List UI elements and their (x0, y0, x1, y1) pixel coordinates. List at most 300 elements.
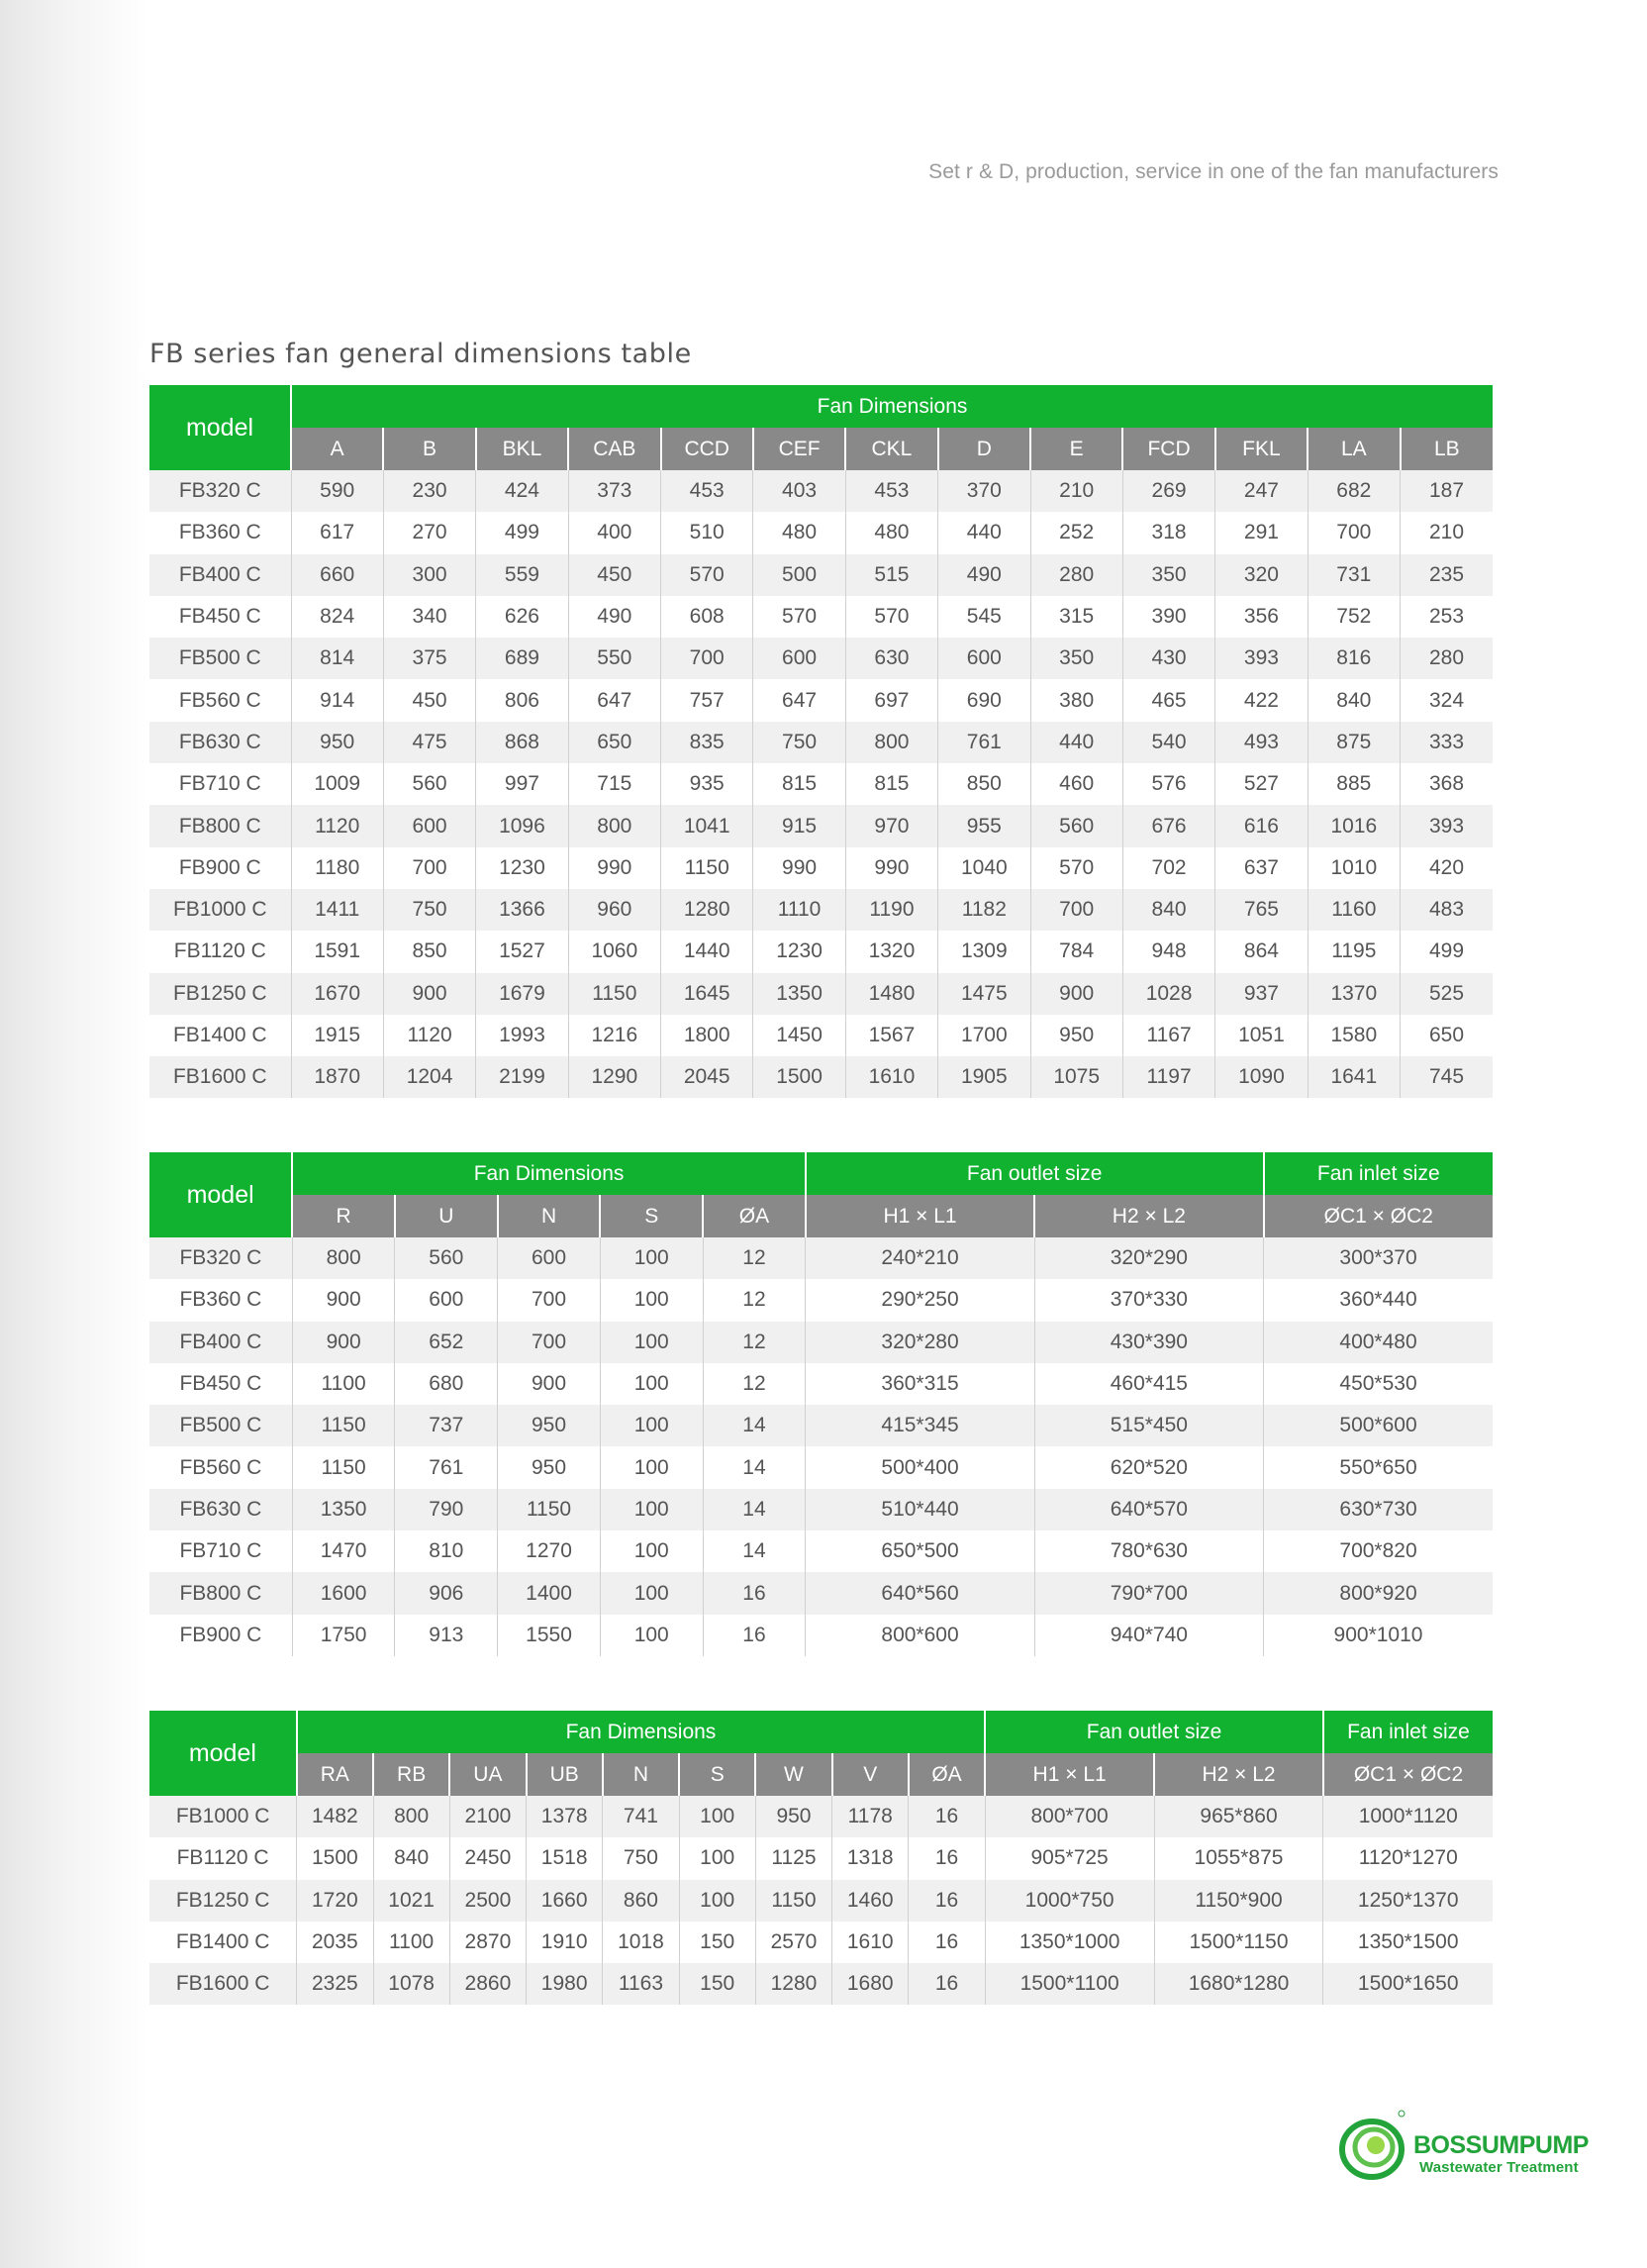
model-cell: FB360 C (149, 512, 291, 553)
value-cell: 885 (1308, 763, 1400, 805)
model-cell: FB800 C (149, 805, 291, 846)
model-cell: FB560 C (149, 1446, 292, 1488)
table-row (149, 554, 1493, 596)
column-header: RA (297, 1753, 373, 1796)
value-cell: 1993 (476, 1015, 568, 1056)
value-cell: 368 (1401, 763, 1494, 805)
value-cell: 2325 (297, 1963, 373, 2005)
value-cell: 1100 (373, 1922, 449, 1963)
value-cell: 1470 (292, 1530, 395, 1572)
value-cell: 1075 (1030, 1056, 1122, 1098)
value-cell: 630*730 (1264, 1489, 1493, 1530)
value-cell: 1700 (938, 1015, 1030, 1056)
table-row (149, 1615, 1493, 1656)
fan-dimensions-header: Fan Dimensions (297, 1711, 985, 1753)
value-cell: 527 (1215, 763, 1308, 805)
value-cell: 1000*1120 (1323, 1796, 1493, 1837)
value-cell: 815 (845, 763, 937, 805)
column-header: CAB (568, 428, 660, 470)
value-cell: 652 (395, 1322, 498, 1363)
value-cell: 16 (909, 1963, 985, 2005)
value-cell: 324 (1401, 679, 1494, 721)
value-cell: 1870 (291, 1056, 383, 1098)
value-cell: 14 (703, 1405, 806, 1446)
column-header: V (832, 1753, 909, 1796)
table-row (149, 1279, 1493, 1321)
value-cell: 1580 (1308, 1015, 1400, 1056)
value-cell: 270 (383, 512, 475, 553)
value-cell: 2100 (449, 1796, 526, 1837)
model-cell: FB900 C (149, 847, 291, 889)
column-header: B (383, 428, 475, 470)
table-row (149, 805, 1493, 846)
model-cell: FB1250 C (149, 1880, 297, 1922)
value-cell: 570 (661, 554, 753, 596)
model-cell: FB450 C (149, 1363, 292, 1405)
model-cell: FB630 C (149, 1489, 292, 1530)
table-row (149, 1363, 1493, 1405)
value-cell: 1905 (938, 1056, 1030, 1098)
value-cell: 390 (1122, 596, 1214, 638)
value-cell: 1163 (603, 1963, 679, 2005)
table-row (149, 638, 1493, 679)
value-cell: 1500*1100 (985, 1963, 1154, 2005)
value-cell: 480 (753, 512, 845, 553)
model-cell: FB710 C (149, 1530, 292, 1572)
dimensions-table-2 (149, 1152, 1493, 1656)
value-cell: 230 (383, 470, 475, 512)
value-cell: 868 (476, 722, 568, 763)
value-cell: 590 (291, 470, 383, 512)
table-row (149, 512, 1493, 553)
value-cell: 816 (1308, 638, 1400, 679)
value-cell: 1800 (661, 1015, 753, 1056)
value-cell: 1150 (292, 1446, 395, 1488)
column-header: CCD (661, 428, 753, 470)
value-cell: 800*920 (1264, 1572, 1493, 1614)
value-cell: 840 (1122, 889, 1214, 931)
table-row (149, 679, 1493, 721)
value-cell: 100 (600, 1363, 703, 1405)
value-cell: 100 (679, 1880, 755, 1922)
table-body (149, 1796, 1493, 2005)
value-cell: 950 (498, 1446, 601, 1488)
value-cell: 1230 (476, 847, 568, 889)
value-cell: 750 (753, 722, 845, 763)
value-cell: 499 (1401, 931, 1494, 972)
value-cell: 1475 (938, 973, 1030, 1015)
value-cell: 1060 (568, 931, 660, 972)
value-cell: 560 (1030, 805, 1122, 846)
value-cell: 100 (600, 1489, 703, 1530)
value-cell: 937 (1215, 973, 1308, 1015)
value-cell: 247 (1215, 470, 1308, 512)
column-header: RB (373, 1753, 449, 1796)
value-cell: 424 (476, 470, 568, 512)
value-cell: 150 (679, 1963, 755, 2005)
value-cell: 1041 (661, 805, 753, 846)
value-cell: 1010 (1308, 847, 1400, 889)
model-cell: FB450 C (149, 596, 291, 638)
value-cell: 1204 (383, 1056, 475, 1098)
value-cell: 906 (395, 1572, 498, 1614)
model-cell: FB1600 C (149, 1963, 297, 2005)
value-cell: 510 (661, 512, 753, 553)
value-cell: 350 (1030, 638, 1122, 679)
table-row (149, 1922, 1493, 1963)
table-row (149, 1572, 1493, 1614)
value-cell: 1411 (291, 889, 383, 931)
value-cell: 14 (703, 1530, 806, 1572)
value-cell: 824 (291, 596, 383, 638)
value-cell: 1216 (568, 1015, 660, 1056)
value-cell: 360*315 (806, 1363, 1034, 1405)
value-cell: 1610 (845, 1056, 937, 1098)
value-cell: 700 (1030, 889, 1122, 931)
value-cell: 320*290 (1034, 1237, 1263, 1279)
value-cell: 253 (1401, 596, 1494, 638)
value-cell: 240*210 (806, 1237, 1034, 1279)
value-cell: 210 (1401, 512, 1494, 553)
value-cell: 617 (291, 512, 383, 553)
value-cell: 370*330 (1034, 1279, 1263, 1321)
header-tagline: Set r & D, production, service in one of the fan manufacturers (928, 160, 1499, 183)
value-cell: 1180 (291, 847, 383, 889)
table-row (149, 763, 1493, 805)
value-cell: 1290 (568, 1056, 660, 1098)
table-row (149, 1237, 1493, 1279)
table-row (149, 973, 1493, 1015)
model-header: model (149, 1711, 297, 1796)
model-cell: FB900 C (149, 1615, 292, 1656)
table-row (149, 889, 1493, 931)
logo-name: BOSSUMPUMP (1413, 2131, 1589, 2159)
value-cell: 1680 (832, 1963, 909, 2005)
value-cell: 702 (1122, 847, 1214, 889)
model-cell: FB400 C (149, 554, 291, 596)
value-cell: 252 (1030, 512, 1122, 553)
column-header: S (679, 1753, 755, 1796)
value-cell: 1318 (832, 1837, 909, 1879)
column-header: H1 × L1 (806, 1195, 1034, 1237)
value-cell: 990 (753, 847, 845, 889)
value-cell: 340 (383, 596, 475, 638)
value-cell: 300*370 (1264, 1237, 1493, 1279)
value-cell: 800*700 (985, 1796, 1154, 1837)
value-cell: 1055*875 (1154, 1837, 1323, 1879)
value-cell: 650*500 (806, 1530, 1034, 1572)
value-cell: 676 (1122, 805, 1214, 846)
column-header: S (600, 1195, 703, 1237)
value-cell: 814 (291, 638, 383, 679)
value-cell: 1641 (1308, 1056, 1400, 1098)
value-cell: 1370 (1308, 973, 1400, 1015)
value-cell: 1280 (661, 889, 753, 931)
value-cell: 1018 (603, 1922, 679, 1963)
value-cell: 647 (568, 679, 660, 721)
value-cell: 1660 (527, 1880, 603, 1922)
value-cell: 100 (600, 1615, 703, 1656)
value-cell: 955 (938, 805, 1030, 846)
table-body (149, 470, 1493, 1098)
value-cell: 430*390 (1034, 1322, 1263, 1363)
table-row (149, 1963, 1493, 2005)
value-cell: 576 (1122, 763, 1214, 805)
value-cell: 1366 (476, 889, 568, 931)
value-cell: 515 (845, 554, 937, 596)
value-cell: 100 (600, 1405, 703, 1446)
value-cell: 100 (600, 1237, 703, 1279)
value-cell: 560 (395, 1237, 498, 1279)
value-cell: 800 (568, 805, 660, 846)
value-cell: 790 (395, 1489, 498, 1530)
value-cell: 1378 (527, 1796, 603, 1837)
value-cell: 545 (938, 596, 1030, 638)
value-cell: 100 (679, 1837, 755, 1879)
column-header: UB (527, 1753, 603, 1796)
value-cell: 269 (1122, 470, 1214, 512)
value-cell: 1500 (297, 1837, 373, 1879)
model-cell: FB1120 C (149, 931, 291, 972)
value-cell: 741 (603, 1796, 679, 1837)
value-cell: 761 (395, 1446, 498, 1488)
value-cell: 12 (703, 1279, 806, 1321)
value-cell: 350 (1122, 554, 1214, 596)
value-cell: 1110 (753, 889, 845, 931)
value-cell: 715 (568, 763, 660, 805)
value-cell: 1096 (476, 805, 568, 846)
value-cell: 450 (383, 679, 475, 721)
value-cell: 515*450 (1034, 1405, 1263, 1446)
value-cell: 682 (1308, 470, 1400, 512)
value-cell: 950 (755, 1796, 831, 1837)
value-cell: 935 (661, 763, 753, 805)
model-cell: FB320 C (149, 470, 291, 512)
value-cell: 1150 (498, 1489, 601, 1530)
value-cell: 483 (1401, 889, 1494, 931)
value-cell: 1051 (1215, 1015, 1308, 1056)
dimensions-table-1 (149, 385, 1493, 1098)
value-cell: 450*530 (1264, 1363, 1493, 1405)
value-cell: 375 (383, 638, 475, 679)
column-header: CEF (753, 428, 845, 470)
value-cell: 700 (1308, 512, 1400, 553)
model-cell: FB800 C (149, 1572, 292, 1614)
value-cell: 1450 (753, 1015, 845, 1056)
value-cell: 700 (498, 1279, 601, 1321)
value-cell: 745 (1401, 1056, 1494, 1098)
value-cell: 450 (568, 554, 660, 596)
value-cell: 800 (373, 1796, 449, 1837)
value-cell: 864 (1215, 931, 1308, 972)
value-cell: 761 (938, 722, 1030, 763)
value-cell: 480 (845, 512, 937, 553)
model-cell: FB500 C (149, 638, 291, 679)
column-header-row (149, 428, 1493, 470)
value-cell: 997 (476, 763, 568, 805)
value-cell: 1190 (845, 889, 937, 931)
value-cell: 913 (395, 1615, 498, 1656)
value-cell: 950 (291, 722, 383, 763)
value-cell: 647 (753, 679, 845, 721)
value-cell: 500*600 (1264, 1405, 1493, 1446)
value-cell: 550*650 (1264, 1446, 1493, 1488)
column-header: D (938, 428, 1030, 470)
value-cell: 990 (845, 847, 937, 889)
value-cell: 187 (1401, 470, 1494, 512)
value-cell: 300 (383, 554, 475, 596)
model-cell: FB1000 C (149, 889, 291, 931)
value-cell: 965*860 (1154, 1796, 1323, 1837)
value-cell: 1320 (845, 931, 937, 972)
value-cell: 1230 (753, 931, 845, 972)
value-cell: 318 (1122, 512, 1214, 553)
model-cell: FB630 C (149, 722, 291, 763)
value-cell: 290*250 (806, 1279, 1034, 1321)
value-cell: 500 (753, 554, 845, 596)
column-header: ØA (703, 1195, 806, 1237)
column-header: H2 × L2 (1034, 1195, 1263, 1237)
value-cell: 600 (383, 805, 475, 846)
value-cell: 280 (1401, 638, 1494, 679)
model-header: model (149, 1152, 292, 1237)
value-cell: 1750 (292, 1615, 395, 1656)
value-cell: 1125 (755, 1837, 831, 1879)
value-cell: 1460 (832, 1880, 909, 1922)
value-cell: 1182 (938, 889, 1030, 931)
column-header: ØA (909, 1753, 985, 1796)
column-header: A (291, 428, 383, 470)
value-cell: 1680*1280 (1154, 1963, 1323, 2005)
value-cell: 1009 (291, 763, 383, 805)
value-cell: 900*1010 (1264, 1615, 1493, 1656)
value-cell: 637 (1215, 847, 1308, 889)
value-cell: 525 (1401, 973, 1494, 1015)
value-cell: 12 (703, 1322, 806, 1363)
value-cell: 1440 (661, 931, 753, 972)
value-cell: 100 (679, 1796, 755, 1837)
value-cell: 850 (383, 931, 475, 972)
value-cell: 12 (703, 1363, 806, 1405)
value-cell: 1000*750 (985, 1880, 1154, 1922)
value-cell: 415*345 (806, 1405, 1034, 1446)
model-header: model (149, 385, 291, 470)
value-cell: 453 (661, 470, 753, 512)
value-cell: 600 (753, 638, 845, 679)
fan-inlet-size-header: Fan inlet size (1264, 1152, 1493, 1195)
value-cell: 1150*900 (1154, 1880, 1323, 1922)
value-cell: 403 (753, 470, 845, 512)
table-row (149, 1880, 1493, 1922)
column-header: UA (449, 1753, 526, 1796)
value-cell: 626 (476, 596, 568, 638)
value-cell: 616 (1215, 805, 1308, 846)
value-cell: 757 (661, 679, 753, 721)
value-cell: 835 (661, 722, 753, 763)
value-cell: 680 (395, 1363, 498, 1405)
model-cell: FB1120 C (149, 1837, 297, 1879)
value-cell: 1120*1270 (1323, 1837, 1493, 1879)
value-cell: 700 (383, 847, 475, 889)
model-cell: FB1400 C (149, 1922, 297, 1963)
value-cell: 915 (753, 805, 845, 846)
value-cell: 750 (603, 1837, 679, 1879)
value-cell: 14 (703, 1446, 806, 1488)
value-cell: 850 (938, 763, 1030, 805)
value-cell: 1160 (1308, 889, 1400, 931)
value-cell: 1980 (527, 1963, 603, 2005)
column-header: R (292, 1195, 395, 1237)
table-row (149, 1796, 1493, 1837)
value-cell: 1167 (1122, 1015, 1214, 1056)
table-row (149, 847, 1493, 889)
value-cell: 100 (600, 1530, 703, 1572)
model-cell: FB360 C (149, 1279, 292, 1321)
swirl-logo-icon (1338, 2104, 1419, 2185)
value-cell: 752 (1308, 596, 1400, 638)
value-cell: 453 (845, 470, 937, 512)
value-cell: 570 (845, 596, 937, 638)
value-cell: 12 (703, 1237, 806, 1279)
value-cell: 620*520 (1034, 1446, 1263, 1488)
value-cell: 780*630 (1034, 1530, 1263, 1572)
value-cell: 16 (909, 1796, 985, 1837)
value-cell: 810 (395, 1530, 498, 1572)
column-header: LB (1401, 428, 1494, 470)
value-cell: 475 (383, 722, 475, 763)
fan-outlet-size-header: Fan outlet size (985, 1711, 1323, 1753)
value-cell: 1679 (476, 973, 568, 1015)
value-cell: 440 (1030, 722, 1122, 763)
value-cell: 291 (1215, 512, 1308, 553)
table-row (149, 1322, 1493, 1363)
table-row (149, 1015, 1493, 1056)
value-cell: 689 (476, 638, 568, 679)
value-cell: 900 (292, 1279, 395, 1321)
value-cell: 1250*1370 (1323, 1880, 1493, 1922)
value-cell: 2450 (449, 1837, 526, 1879)
table-row (149, 596, 1493, 638)
value-cell: 1040 (938, 847, 1030, 889)
value-cell: 1150 (568, 973, 660, 1015)
dimensions-table-3 (149, 1711, 1493, 2005)
column-header: ØC1 × ØC2 (1323, 1753, 1493, 1796)
value-cell: 550 (568, 638, 660, 679)
value-cell: 1350 (292, 1489, 395, 1530)
table-body (149, 1237, 1493, 1656)
value-cell: 1500*1650 (1323, 1963, 1493, 2005)
value-cell: 499 (476, 512, 568, 553)
value-cell: 806 (476, 679, 568, 721)
column-header: H2 × L2 (1154, 1753, 1323, 1796)
value-cell: 750 (383, 889, 475, 931)
value-cell: 1670 (291, 973, 383, 1015)
value-cell: 640*570 (1034, 1489, 1263, 1530)
value-cell: 380 (1030, 679, 1122, 721)
value-cell: 900 (383, 973, 475, 1015)
model-cell: FB400 C (149, 1322, 292, 1363)
value-cell: 1600 (292, 1572, 395, 1614)
value-cell: 570 (1030, 847, 1122, 889)
logo-subtitle: Wastewater Treatment (1419, 2159, 1579, 2176)
value-cell: 315 (1030, 596, 1122, 638)
value-cell: 1480 (845, 973, 937, 1015)
table-row (149, 1056, 1493, 1098)
value-cell: 700 (661, 638, 753, 679)
value-cell: 815 (753, 763, 845, 805)
value-cell: 1150 (755, 1880, 831, 1922)
value-cell: 235 (1401, 554, 1494, 596)
